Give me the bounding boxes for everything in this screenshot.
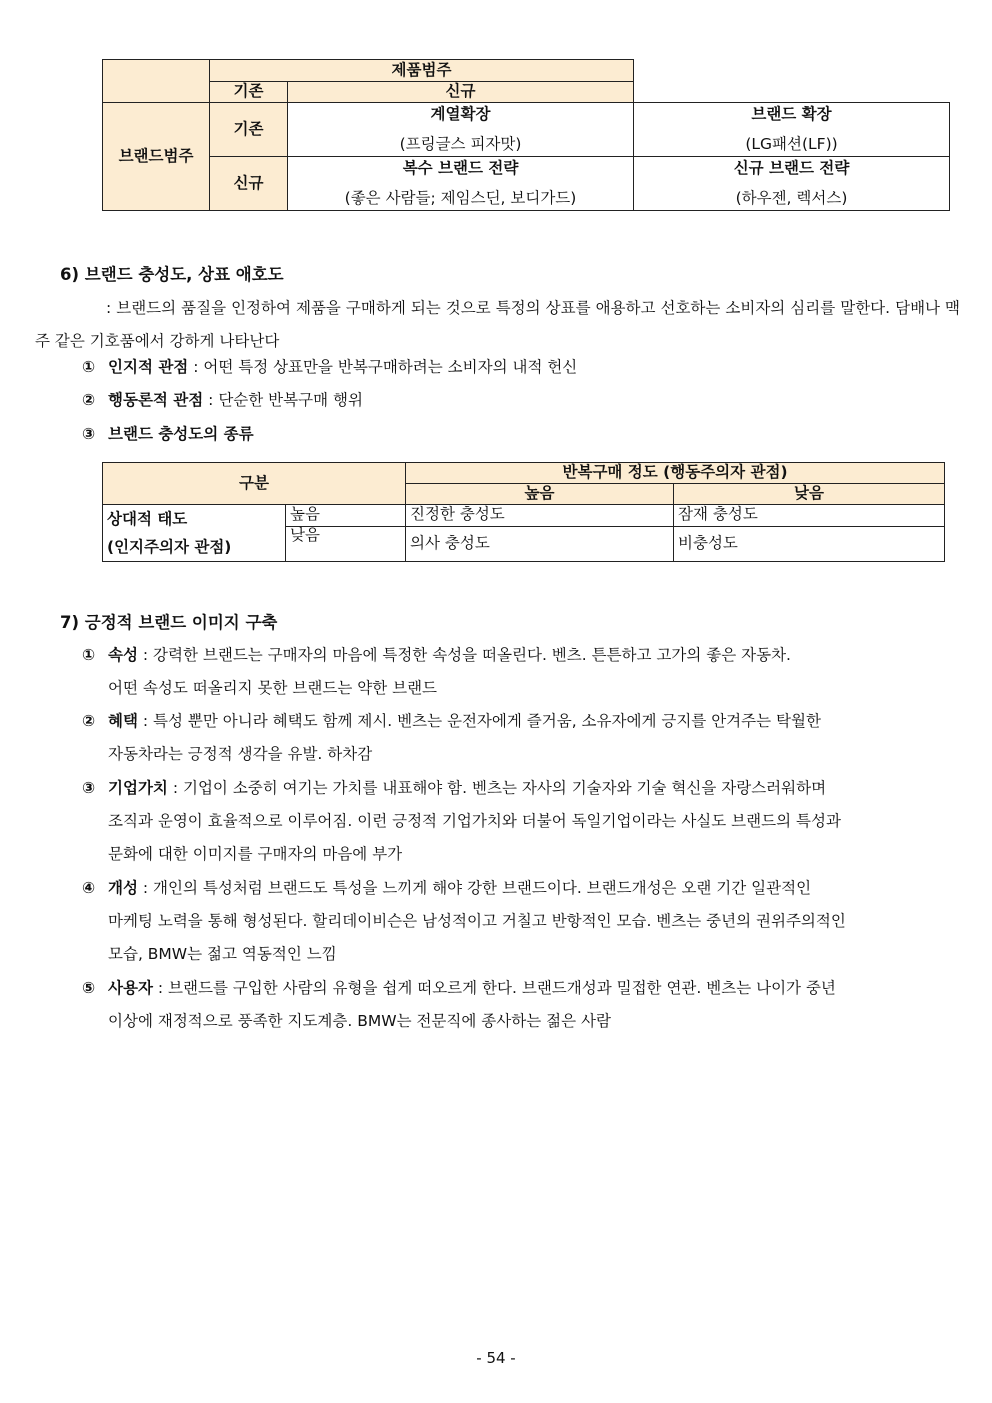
page-number: - 54 -: [476, 1349, 516, 1367]
brand-category-header: 브랜드범주: [103, 103, 210, 211]
item-number: ③: [82, 779, 96, 797]
brand-extension-title: 브랜드 확장: [751, 104, 832, 123]
true-loyalty-cell: 진정한 충성도: [406, 505, 674, 527]
section6-heading: 6) 브랜드 충성도, 상표 애호도: [60, 265, 284, 284]
section7-item-1: [82, 639, 960, 705]
item-key: 기업가치: [108, 779, 168, 797]
product-existing-header: 기존: [210, 82, 288, 103]
table1-corner-cell: [103, 60, 210, 103]
attitude-low-label: 낮음: [286, 526, 406, 561]
item-text: : 단순한 반복구매 행위: [203, 391, 363, 409]
item-key: 인지적 관점: [108, 358, 189, 376]
item-text: : 어떤 특정 상표만을 반복구매하려는 소비자의 내적 헌신: [188, 358, 578, 376]
new-brand-title: 신규 브랜드 전략: [733, 158, 850, 177]
section7-item-3: [82, 772, 960, 871]
spurious-loyalty-cell: 의사 충성도: [406, 526, 674, 561]
category-header: 구분: [103, 463, 406, 505]
new-brand-cell: [634, 157, 950, 211]
product-new-header: 신규: [288, 82, 634, 103]
section7-heading: 7) 긍정적 브랜드 이미지 구축: [60, 613, 278, 632]
brand-product-matrix-table: [102, 59, 950, 211]
section7-item-2: [82, 705, 960, 771]
multi-brand-cell: [288, 157, 634, 211]
item-number: ②: [82, 391, 96, 409]
multi-brand-title: 복수 브랜드 전략: [402, 158, 519, 177]
item-key: 사용자: [108, 979, 153, 997]
line-extension-cell: [288, 103, 634, 157]
no-loyalty-cell: 비충성도: [674, 526, 945, 561]
product-category-header: 제품범주: [210, 60, 634, 82]
repeat-high-header: 높음: [406, 484, 674, 505]
line-extension-example: (프링글스 피자맛): [399, 134, 522, 153]
item-text-cont: 조직과 운영이 효율적으로 이루어짐. 이런 긍정적 기업가치와 더불어 독일기업이라는 사실도 브랜드의 특성과: [108, 812, 841, 830]
item-number: ⑤: [82, 979, 96, 997]
item-number: ②: [82, 712, 96, 730]
repeat-purchase-header: 반복구매 정도 (행동주의자 관점): [406, 463, 945, 484]
latent-loyalty-cell: 잠재 충성도: [674, 505, 945, 527]
line-extension-title: 계열확장: [430, 104, 491, 123]
brand-loyalty-types-table: [102, 462, 945, 562]
brand-existing-header: 기존: [210, 103, 288, 157]
item-number: ③: [82, 425, 96, 443]
item-text-cont: 마케팅 노력을 통해 형성된다. 할리데이비슨은 남성적이고 거칠고 반항적인 모습. 벤츠는 중년의 권위주의적인: [108, 912, 846, 930]
brand-new-header: 신규: [210, 157, 288, 211]
item-text-cont: 모습, BMW는 젊고 역동적인 느낌: [108, 945, 337, 963]
item-text: : 강력한 브랜드는 구매자의 마음에 특정한 속성을 떠올린다. 벤츠. 튼튼하고 고가의 좋은 자동차.: [137, 646, 791, 664]
item-key: 속성: [108, 646, 138, 664]
item-key: 행동론적 관점: [108, 391, 204, 409]
section6-item-2: [82, 384, 960, 417]
repeat-low-header: 낮음: [674, 484, 945, 505]
section6-item-1: [82, 351, 960, 384]
attitude-header: [103, 505, 286, 562]
new-brand-example: (하우젠, 렉서스): [735, 188, 848, 207]
item-number: ①: [82, 358, 96, 376]
item-key: 브랜드 충성도의 종류: [108, 425, 254, 443]
multi-brand-example: (좋은 사람들; 제임스딘, 보디가드): [344, 188, 577, 207]
item-key: 혜택: [108, 712, 138, 730]
attitude-label: 상대적 태도: [107, 510, 188, 528]
section6-lead: : 브랜드의 품질을 인정하여 제품을 구매하게 되는 것으로 특정의 상표를 애용하고 선호하는 소비자의 심리를 말한다. 담배나 맥주 같은 기호품에서 강하게 나타난다: [35, 299, 960, 350]
attitude-high-label: 높음: [286, 505, 406, 527]
item-text: : 기업이 소중히 여기는 가치를 내표해야 함. 벤츠는 자사의 기술자와 기술 혁신을 자랑스러워하며: [167, 779, 827, 797]
item-text-cont: 어떤 속성도 떠올리지 못한 브랜드는 약한 브랜드: [108, 679, 438, 697]
item-text-cont: 자동차라는 긍정적 생각을 유발. 하차감: [108, 745, 373, 763]
section7-item-4: [82, 872, 960, 971]
item-text: : 브랜드를 구입한 사람의 유형을 쉽게 떠오르게 한다. 브랜드개성과 밀접한 연관. 벤츠는 나이가 중년: [152, 979, 836, 997]
item-text: : 개인의 특성처럼 브랜드도 특성을 느끼게 해야 강한 브랜드이다. 브랜드개성은 오랜 기간 일관적인: [137, 879, 812, 897]
section6-item-3: [82, 418, 960, 451]
item-number: ④: [82, 879, 96, 897]
item-text-cont: 문화에 대한 이미지를 구매자의 마음에 부가: [108, 845, 403, 863]
item-text-cont: 이상에 재정적으로 풍족한 지도계층. BMW는 전문직에 종사하는 젊은 사람: [108, 1012, 611, 1030]
item-key: 개성: [108, 879, 138, 897]
attitude-sublabel: (인지주의자 관점): [107, 538, 232, 556]
item-number: ①: [82, 646, 96, 664]
brand-extension-example: (LG패션(LF)): [745, 134, 838, 153]
section7-item-5: [82, 972, 960, 1038]
item-text: : 특성 뿐만 아니라 혜택도 함께 제시. 벤츠는 운전자에게 즐거움, 소유자에게 긍지를 안겨주는 탁월한: [137, 712, 821, 730]
brand-extension-cell: [634, 103, 950, 157]
